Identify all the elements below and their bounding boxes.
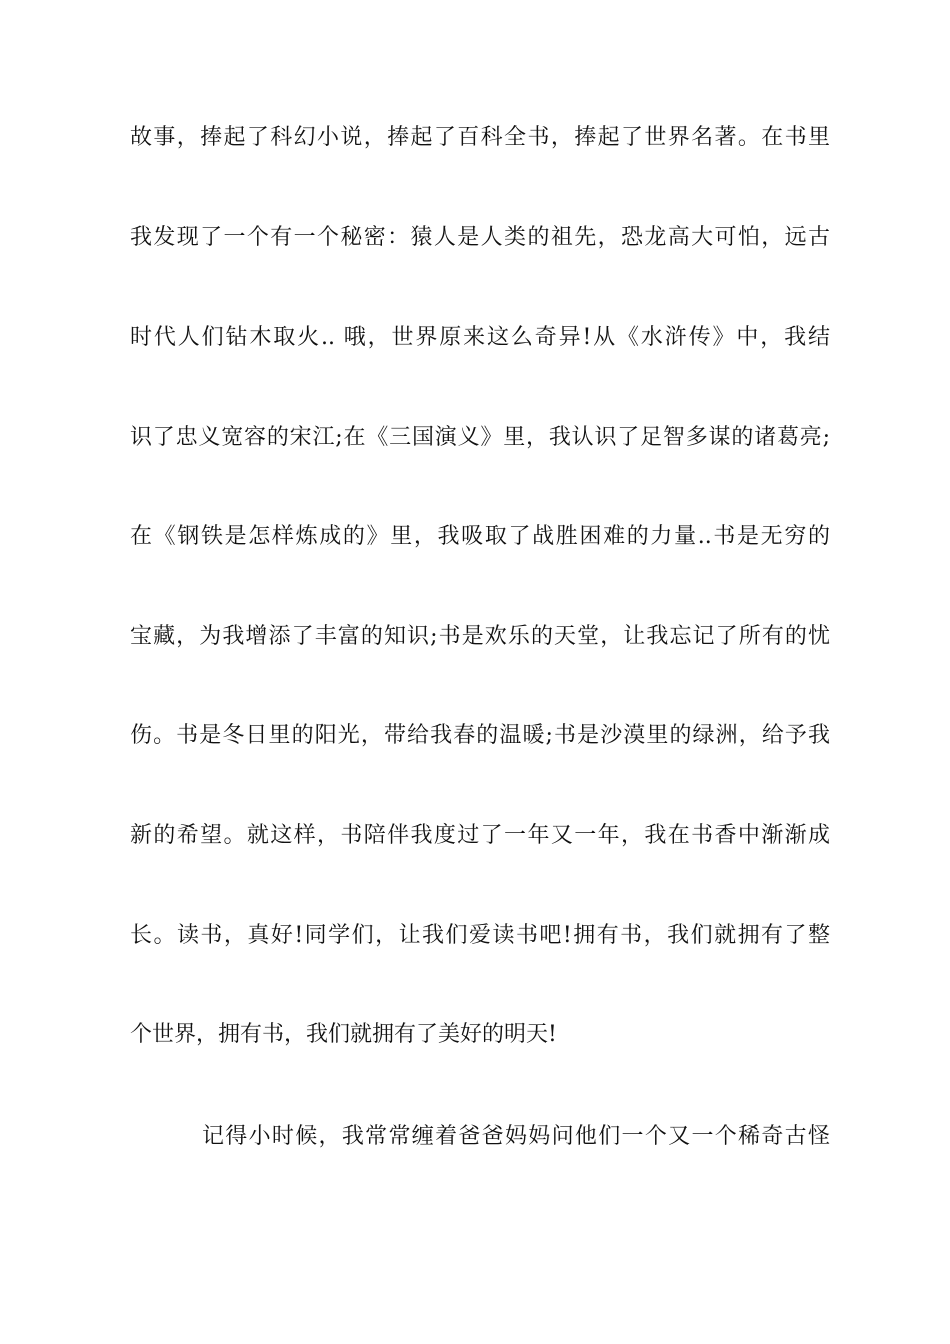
paragraph-first-line: 记得小时候，我常常缠着爸爸妈妈问他们一个又一个稀奇古怪 — [202, 1124, 830, 1149]
text-line: 宝藏，为我增添了丰富的知识;书是欢乐的天堂，让我忘记了所有的忧 — [130, 624, 830, 649]
text-line: 时代人们钻木取火.. 哦，世界原来这么奇异!从《水浒传》中，我结 — [130, 325, 830, 350]
text-line: 长。读书，真好!同学们，让我们爱读书吧!拥有书，我们就拥有了整 — [130, 923, 830, 948]
text-line: 我发现了一个有一个秘密：猿人是人类的祖先，恐龙高大可怕，远古 — [130, 225, 830, 250]
text-line: 识了忠义宽容的宋江;在《三国演义》里，我认识了足智多谋的诸葛亮; — [130, 425, 830, 450]
text-line: 在《钢铁是怎样炼成的》里，我吸取了战胜困难的力量..书是无穷的 — [130, 524, 830, 549]
text-line: 新的希望。就这样，书陪伴我度过了一年又一年，我在书香中渐渐成 — [130, 823, 830, 848]
text-line: 故事，捧起了科幻小说，捧起了百科全书，捧起了世界名著。在书里 — [130, 125, 830, 150]
text-line: 伤。书是冬日里的阳光，带给我春的温暖;书是沙漠里的绿洲，给予我 — [130, 723, 830, 748]
paragraph-last-line: 个世界，拥有书，我们就拥有了美好的明天! — [130, 1022, 557, 1047]
